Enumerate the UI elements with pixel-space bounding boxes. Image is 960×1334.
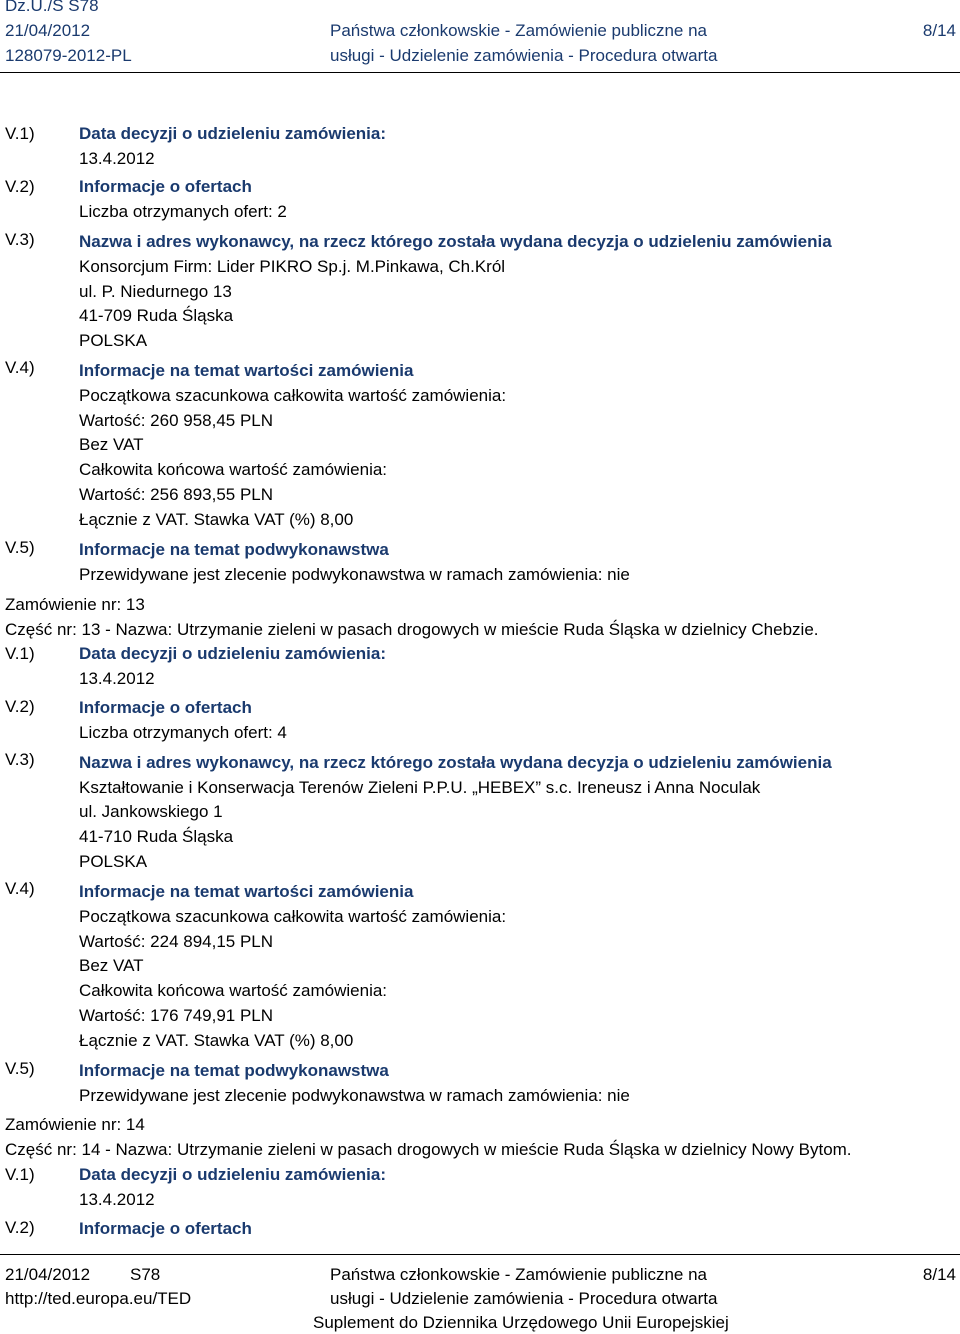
section-heading: Informacje o ofertach (79, 1219, 252, 1238)
journal-ref: Dz.U./S S78 (5, 0, 99, 15)
section-number: V.3) (5, 230, 35, 249)
section-number: V.3) (5, 750, 35, 769)
section-heading: Informacje na temat wartości zamówienia (79, 361, 414, 380)
initial-vat: Bez VAT (79, 435, 144, 454)
final-vat: Łącznie z VAT. Stawka VAT (%) 8,00 (79, 510, 354, 529)
section-number: V.1) (5, 1165, 35, 1184)
section-number: V.4) (5, 358, 35, 377)
section-heading: Nazwa i adres wykonawcy, na rzecz którego została wydana decyzja o udzieleniu zamówienia (79, 753, 832, 772)
contractor-city: 41-709 Ruda Śląska (79, 306, 234, 325)
offers-count: Liczba otrzymanych ofert: 2 (79, 202, 287, 221)
section-heading: Nazwa i adres wykonawcy, na rzecz którego została wydana decyzja o udzieleniu zamówienia (79, 232, 832, 251)
initial-value-label: Początkowa szacunkowa całkowita wartość zamówienia: (79, 386, 507, 405)
section-number: V.5) (5, 538, 35, 557)
subcontracting-text: Przewidywane jest zlecenie podwykonawstwa w ramach zamówienia: nie (79, 565, 630, 584)
section-number: V.2) (5, 697, 35, 716)
initial-value: Wartość: 260 958,45 PLN (79, 411, 274, 430)
header-page-number: 8/14 (922, 21, 956, 40)
order-number: Zamówienie nr: 13 (5, 595, 145, 614)
contractor-city: 41-710 Ruda Śląska (79, 827, 234, 846)
decision-date: 13.4.2012 (79, 149, 155, 168)
footer-title-line3: Suplement do Dziennika Urzędowego Unii Europejskiej (313, 1313, 729, 1332)
final-value-label: Całkowita końcowa wartość zamówienia: (79, 981, 388, 1000)
initial-value-label: Początkowa szacunkowa całkowita wartość zamówienia: (79, 907, 507, 926)
decision-date: 13.4.2012 (79, 1190, 155, 1209)
section-heading: Data decyzji o udzieleniu zamówienia: (79, 644, 387, 663)
section-heading: Informacje o ofertach (79, 177, 252, 196)
section-number: V.2) (5, 1218, 35, 1237)
section-number: V.2) (5, 177, 35, 196)
section-heading: Informacje na temat podwykonawstwa (79, 1061, 389, 1080)
footer-date: 21/04/2012 (5, 1265, 91, 1284)
contractor-name: Konsorcjum Firm: Lider PIKRO Sp.j. M.Pinkawa, Ch.Król (79, 257, 506, 276)
footer-url: http://ted.europa.eu/TED (5, 1289, 192, 1308)
footer-title-line1: Państwa członkowskie - Zamówienie publiczne na (330, 1265, 708, 1284)
contractor-country: POLSKA (79, 331, 148, 350)
offers-count: Liczba otrzymanych ofert: 4 (79, 723, 287, 742)
section-number: V.4) (5, 879, 35, 898)
final-value: Wartość: 176 749,91 PLN (79, 1006, 274, 1025)
footer-series: S78 (130, 1265, 161, 1284)
section-heading: Informacje na temat podwykonawstwa (79, 540, 389, 559)
initial-value: Wartość: 224 894,15 PLN (79, 932, 274, 951)
section-heading: Data decyzji o udzieleniu zamówienia: (79, 124, 387, 143)
section-heading: Data decyzji o udzieleniu zamówienia: (79, 1165, 387, 1184)
footer-title-line2: usługi - Udzielenie zamówienia - Procedura otwarta (330, 1289, 718, 1308)
footer-divider (0, 1254, 960, 1255)
header-title-line1: Państwa członkowskie - Zamówienie publiczne na (330, 21, 708, 40)
order-part-name: Część nr: 14 - Nazwa: Utrzymanie zieleni w pasach drogowych w mieście Ruda Śląska w dzielnicy Nowy Bytom. (5, 1140, 852, 1159)
order-number: Zamówienie nr: 14 (5, 1115, 145, 1134)
header-divider (0, 72, 960, 73)
contractor-country: POLSKA (79, 852, 148, 871)
contractor-name: Kształtowanie i Konserwacja Terenów Zieleni P.P.U. „HEBEX” s.c. Ireneusz i Anna Noculak (79, 778, 761, 797)
header-date: 21/04/2012 (5, 21, 91, 40)
initial-vat: Bez VAT (79, 956, 144, 975)
section-heading: Informacje na temat wartości zamówienia (79, 882, 414, 901)
header-title-line2: usługi - Udzielenie zamówienia - Procedura otwarta (330, 46, 718, 65)
section-number: V.1) (5, 124, 35, 143)
section-number: V.5) (5, 1059, 35, 1078)
section-heading: Informacje o ofertach (79, 698, 252, 717)
document-id: 128079-2012-PL (5, 46, 132, 65)
section-number: V.1) (5, 644, 35, 663)
order-part-name: Część nr: 13 - Nazwa: Utrzymanie zieleni w pasach drogowych w mieście Ruda Śląska w dzielnicy Chebzie. (5, 620, 819, 639)
footer-page-number: 8/14 (922, 1265, 956, 1284)
final-value: Wartość: 256 893,55 PLN (79, 485, 274, 504)
contractor-street: ul. Jankowskiego 1 (79, 802, 223, 821)
final-vat: Łącznie z VAT. Stawka VAT (%) 8,00 (79, 1031, 354, 1050)
contractor-street: ul. P. Niedurnego 13 (79, 282, 232, 301)
subcontracting-text: Przewidywane jest zlecenie podwykonawstwa w ramach zamówienia: nie (79, 1086, 630, 1105)
decision-date: 13.4.2012 (79, 669, 155, 688)
final-value-label: Całkowita końcowa wartość zamówienia: (79, 460, 388, 479)
